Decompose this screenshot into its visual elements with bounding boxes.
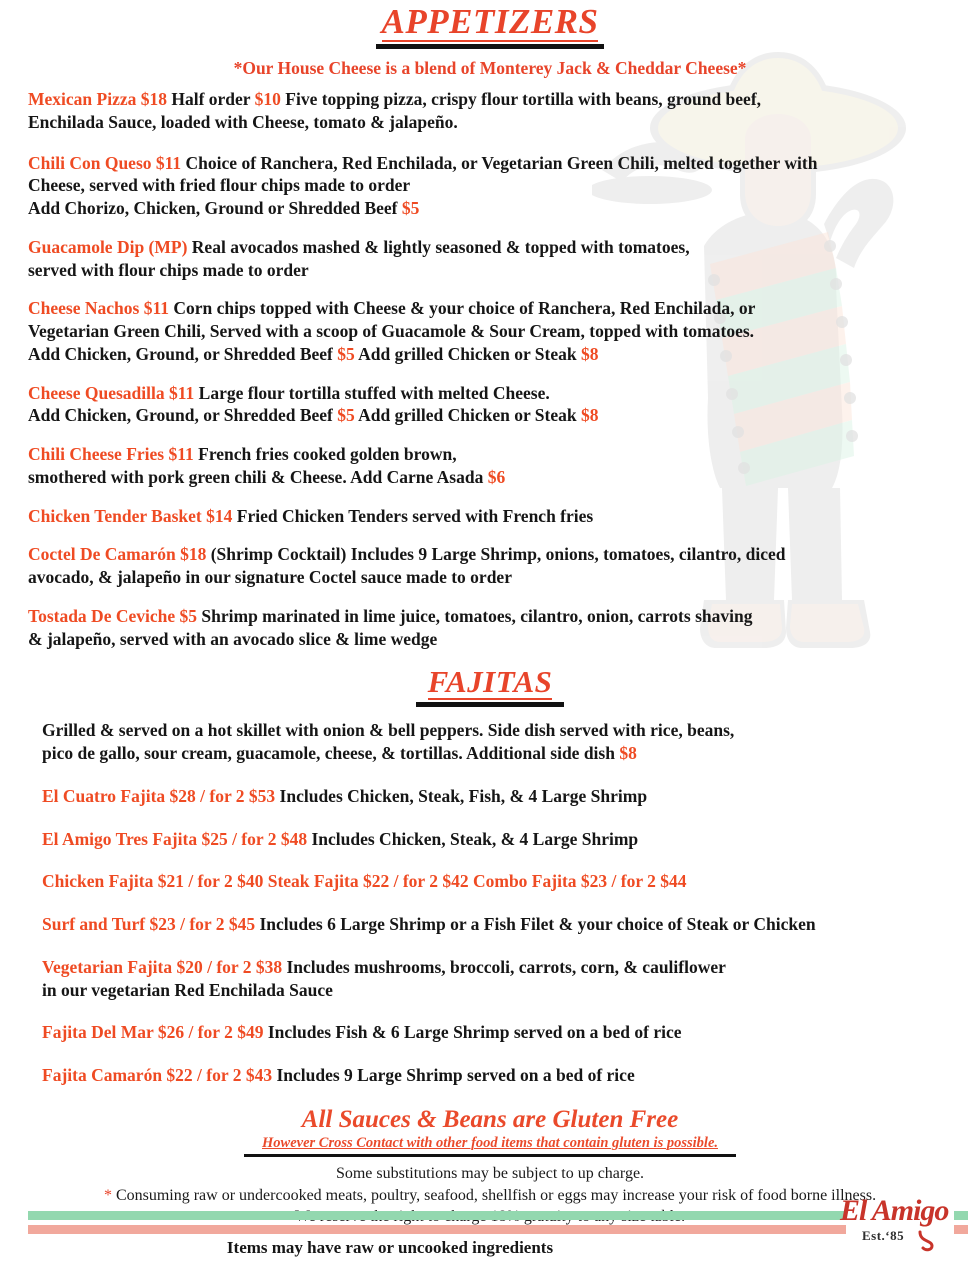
menu-item xyxy=(28,443,980,489)
menu-item-line xyxy=(28,152,980,175)
fajitas-title-bar xyxy=(416,702,564,707)
menu-text-accent: Mexican Pizza xyxy=(28,89,137,109)
menu-item-line xyxy=(42,1064,980,1087)
menu-text-accent: $18 xyxy=(136,89,167,109)
menu-item-line xyxy=(28,174,980,197)
menu-text-body: Real avocados mashed & lightly seasoned & topped with tomatoes, xyxy=(187,236,690,257)
footer-stripes xyxy=(28,1211,846,1234)
fineprint-raw-food-text: Consuming raw or undercooked meats, poultry, seafood, shellfish or eggs may increase your risk of food borne illness. xyxy=(111,1186,877,1204)
menu-item-line xyxy=(28,111,980,134)
menu-text-body: in our vegetarian Red Enchilada Sauce xyxy=(42,979,333,1000)
logo-stripe-green xyxy=(954,1211,968,1220)
menu-item xyxy=(28,152,980,220)
menu-text-body: Includes Chicken, Steak, & 4 Large Shrimp xyxy=(307,828,639,849)
menu-item-line xyxy=(42,785,980,808)
menu-text-body: Includes Chicken, Steak, Fish, & 4 Large Shrimp xyxy=(275,785,648,806)
menu-text-accent: $18 xyxy=(175,544,207,565)
menu-item-line xyxy=(28,628,980,651)
fajitas-title-text: FAJITAS xyxy=(427,664,553,700)
menu-item xyxy=(28,88,980,134)
menu-text-body: Includes 6 Large Shrimp or a Fish Filet & your choice of Steak or Chicken xyxy=(255,914,816,934)
menu-text-body: Add Chorizo, Chicken, Ground or Shredded Beef xyxy=(28,198,402,218)
menu-item-line xyxy=(28,382,980,405)
menu-item xyxy=(28,297,980,365)
menu-text-body: (Shrimp Cocktail) Includes 9 Large Shrimp, onions, tomatoes, cilantro, diced xyxy=(206,544,786,565)
menu-text-body: Includes mushrooms, broccoli, carrots, corn, & cauliflower xyxy=(282,956,726,977)
menu-text-body: Fried Chicken Tenders served with French fries xyxy=(232,505,594,526)
fineprint-substitutions: Some substitutions may be subject to up charge. xyxy=(335,1165,645,1183)
menu-text-accent: Fajita Del Mar $26 / for 2 $49 xyxy=(42,1022,264,1043)
menu-text-body: Corn chips topped with Cheese & your choice of Ranchera, Red Enchilada, or xyxy=(168,298,756,319)
menu-text-accent: Chili Cheese Fries xyxy=(28,444,165,464)
menu-item-line xyxy=(28,443,980,466)
menu-text-accent: $5 xyxy=(401,198,420,218)
menu-item-line xyxy=(42,913,980,936)
menu-text-accent: $5 xyxy=(337,343,355,364)
menu-item-line xyxy=(28,236,980,259)
logo-hook-flourish xyxy=(916,1230,938,1252)
menu-item xyxy=(28,505,980,528)
menu-text-accent: Fajita Camarón $22 / for 2 $43 xyxy=(42,1065,273,1085)
fajita-list xyxy=(42,785,980,1087)
logo-stripe-pink xyxy=(954,1225,968,1234)
menu-item xyxy=(28,236,980,282)
menu-item xyxy=(42,1064,980,1087)
menu-text-body: served with flour chips made to order xyxy=(28,259,309,280)
appetizer-list xyxy=(28,88,980,650)
menu-item-line xyxy=(28,505,980,528)
menu-item-line xyxy=(28,320,980,343)
menu-text-body: Enchilada Sauce, loaded with Cheese, tomato & jalapeño. xyxy=(28,111,458,132)
menu-item xyxy=(42,785,980,808)
fajitas-intro-line xyxy=(42,719,980,742)
menu-text-accent: Chili Con Queso xyxy=(28,152,152,173)
menu-text-body: Includes Fish & 6 Large Shrimp served on a bed of rice xyxy=(263,1022,682,1043)
menu-text-body: Vegetarian Green Chili, Served with a scoop of Guacamole & Sour Cream, topped with tomatoes. xyxy=(28,321,755,341)
menu-text-accent: Cheese Nachos xyxy=(28,298,140,319)
raw-ingredients-note: Items may have raw or uncooked ingredients xyxy=(226,1238,554,1257)
menu-text-body: & jalapeño, served with an avocado slice & lime wedge xyxy=(28,628,438,649)
house-cheese-note: *Our House Cheese is a blend of Monterey Jack & Cheddar Cheese* xyxy=(233,58,747,78)
menu-item-line xyxy=(28,88,980,111)
menu-text-body: Half order xyxy=(166,89,255,109)
menu-text-body: Shrimp marinated in lime juice, tomatoes, cilantro, onion, carrots shaving xyxy=(197,605,753,626)
appetizers-title-text: APPETIZERS xyxy=(381,2,599,41)
menu-text-accent: $6 xyxy=(487,466,506,487)
menu-text-body: Includes 9 Large Shrimp served on a bed of rice xyxy=(272,1065,635,1085)
menu-item xyxy=(28,605,980,651)
menu-text-accent: $11 xyxy=(164,382,195,403)
fajitas-intro xyxy=(42,719,980,765)
menu-text-accent: Chicken Tender Basket xyxy=(28,505,202,526)
stripe-pink xyxy=(28,1225,846,1234)
menu-text-accent: Coctel De Camarón xyxy=(28,544,176,565)
menu-text-accent: Vegetarian Fajita $20 / for 2 $38 xyxy=(42,956,283,977)
menu-text-accent: El Amigo Tres Fajita $25 / for 2 $48 xyxy=(42,828,308,849)
menu-text-body: Add Chicken, Ground, or Shredded Beef xyxy=(28,343,338,364)
menu-item xyxy=(28,543,980,589)
menu-text-body: Add Chicken, Ground, or Shredded Beef xyxy=(28,405,338,426)
fajitas-intro-line xyxy=(42,742,980,765)
menu-text-accent: $11 xyxy=(164,444,194,464)
asterisk-marker: * xyxy=(103,1186,112,1204)
menu-item-line xyxy=(42,828,980,851)
menu-item-line xyxy=(28,197,980,220)
stripe-green xyxy=(28,1211,846,1220)
menu-text-body: Large flour tortilla stuffed with melted Cheese. xyxy=(194,382,550,403)
menu-text-accent: $11 xyxy=(139,298,169,319)
menu-text-accent: El Cuatro Fajita $28 / for 2 $53 xyxy=(42,785,276,806)
menu-text-accent: $8 xyxy=(580,343,599,364)
menu-text-accent: $11 xyxy=(151,152,182,173)
menu-text-accent: Guacamole Dip (MP) xyxy=(28,236,188,257)
logo-established-text: Est.‘85 xyxy=(862,1228,905,1243)
menu-text-accent: Tostada De Ceviche $5 xyxy=(28,605,198,626)
menu-item-line xyxy=(28,297,980,320)
menu-text-body: avocado, & jalapeño in our signature Coctel sauce made to order xyxy=(28,567,512,587)
menu-item-line xyxy=(42,956,980,979)
menu-text-accent: $5 xyxy=(337,405,355,426)
menu-item-line xyxy=(28,343,980,366)
menu-text-accent: $10 xyxy=(254,89,281,109)
menu-text-accent: $8 xyxy=(619,743,637,763)
menu-item xyxy=(42,1021,980,1044)
fineprint-raw-food-warning xyxy=(0,1185,980,1206)
gluten-free-headline: All Sauces & Beans are Gluten Free xyxy=(301,1105,679,1133)
menu-text-body: Choice of Ranchera, Red Enchilada, or Vegetarian Green Chili, melted together with xyxy=(181,152,818,173)
menu-text-accent: Surf and Turf $23 / for 2 $45 xyxy=(42,914,256,934)
menu-text-accent: Cheese Quesadilla xyxy=(28,382,165,403)
gluten-divider-rule xyxy=(244,1154,736,1157)
menu-item xyxy=(28,382,980,428)
menu-text-body: smothered with pork green chili & Cheese. Add Carne Asada xyxy=(28,466,488,487)
gluten-free-block xyxy=(0,1107,980,1158)
menu-text-body: Add grilled Chicken or Steak xyxy=(354,405,581,426)
menu-item-line xyxy=(42,979,980,1002)
menu-item-line xyxy=(28,566,980,589)
menu-text-body: Add grilled Chicken or Steak xyxy=(354,343,581,364)
menu-item xyxy=(42,956,980,1002)
gluten-cross-contact-note: However Cross Contact with other food items that contain gluten is possible. xyxy=(262,1135,718,1151)
menu-text-body: pico de gallo, sour cream, guacamole, cheese, & tortillas. Additional side dish xyxy=(42,743,620,763)
menu-item-line xyxy=(28,543,980,566)
menu-item-line xyxy=(42,1021,980,1044)
menu-text-body: Five topping pizza, crispy flour tortilla with beans, ground beef, xyxy=(280,89,762,109)
logo-wordmark: El Amigo xyxy=(840,1194,949,1227)
menu-item-line xyxy=(28,605,980,628)
menu-item-line xyxy=(42,870,980,893)
menu-item-line xyxy=(28,466,980,489)
menu-text-body: French fries cooked golden brown, xyxy=(193,444,457,464)
menu-item-line xyxy=(28,404,980,427)
menu-text-accent: $8 xyxy=(580,405,599,426)
menu-text-body: Grilled & served on a hot skillet with onion & bell peppers. Side dish served with rice, beans, xyxy=(42,720,735,741)
menu-text-accent: $14 xyxy=(201,505,233,526)
menu-text-accent: Chicken Fajita $21 / for 2 $40 Steak Fajita $22 / for 2 $42 Combo Fajita $23 / for 2 $44 xyxy=(42,871,687,892)
menu-item-line xyxy=(28,259,980,282)
menu-item xyxy=(42,870,980,893)
appetizers-title-bar xyxy=(376,44,604,49)
menu-text-body: Cheese, served with fried flour chips made to order xyxy=(28,175,411,196)
fajitas-section-title xyxy=(0,666,980,707)
menu-item xyxy=(42,828,980,851)
menu-item xyxy=(42,913,980,936)
appetizers-section-title xyxy=(0,0,980,49)
el-amigo-logo xyxy=(838,1196,968,1260)
